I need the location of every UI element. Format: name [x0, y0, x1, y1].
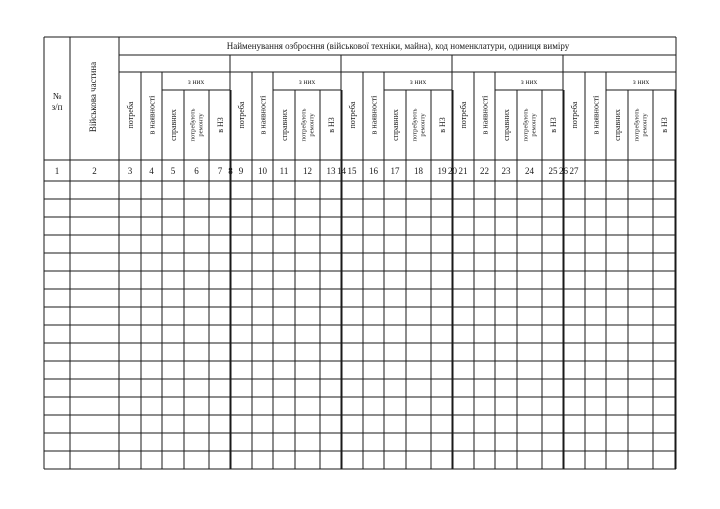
column-number: 1 — [54, 166, 60, 176]
column-number: 6 — [194, 166, 199, 176]
header-repair: ремонту — [641, 113, 649, 137]
header-available: в наявності — [147, 95, 157, 135]
column-military-unit: Військова частина — [88, 61, 98, 133]
column-number: 18 — [414, 166, 423, 176]
header-available: в наявності — [258, 95, 268, 135]
header-available: в наявності — [480, 95, 490, 135]
column-number: 14 — [337, 166, 346, 176]
column-number: 13 — [326, 166, 336, 176]
column-number-label: з/п — [51, 102, 63, 112]
header-repair: потребують — [633, 108, 641, 142]
header-repair: потребують — [522, 108, 530, 142]
header-repair: потребують — [189, 108, 197, 142]
header-repair: ремонту — [308, 113, 316, 137]
sub-header-of-them: з них — [409, 77, 427, 86]
header-repair: потребують — [411, 108, 419, 142]
column-number: 15 — [347, 166, 357, 176]
header-reserve: в НЗ — [660, 117, 669, 133]
header-reserve: в НЗ — [438, 117, 447, 133]
column-number: 5 — [170, 166, 176, 176]
sub-header-of-them: з них — [298, 77, 316, 86]
table-title: Найменування озброєння (військової техніки, майна), код номенклатури, одиниця виміру — [226, 41, 570, 51]
header-need: потреба — [459, 101, 468, 129]
column-number-label: № — [52, 91, 62, 101]
header-reserve: в НЗ — [216, 117, 225, 133]
header-available: в наявності — [591, 95, 601, 135]
header-need: потреба — [237, 101, 246, 129]
column-number: 12 — [303, 166, 312, 176]
column-number: 20 — [448, 166, 457, 176]
column-number: 9 — [238, 166, 244, 176]
header-serviceable: справних — [502, 109, 511, 141]
header-available: в наявності — [369, 95, 379, 135]
column-number: 11 — [279, 166, 289, 176]
column-number: 8 — [228, 166, 233, 176]
column-number-row — [55, 166, 579, 176]
column-number: 2 — [92, 166, 97, 176]
column-number: 26 — [559, 166, 568, 176]
header-need: потреба — [126, 101, 135, 129]
header-reserve: в НЗ — [327, 117, 336, 133]
column-number: 27 — [569, 166, 579, 176]
header-serviceable: справних — [169, 109, 178, 141]
column-number: 21 — [458, 166, 468, 176]
header-need: потреба — [570, 101, 579, 129]
group-column-headers — [126, 77, 669, 142]
header-serviceable: справних — [280, 109, 289, 141]
column-number: 7 — [217, 166, 223, 176]
column-number: 17 — [390, 166, 400, 176]
header-need: потреба — [348, 101, 357, 129]
header-repair: ремонту — [419, 113, 427, 137]
header-repair: ремонту — [530, 113, 538, 137]
sub-header-of-them: з них — [632, 77, 650, 86]
table-grid-lines — [44, 37, 676, 469]
header-repair: ремонту — [197, 113, 205, 137]
header-reserve: в НЗ — [549, 117, 558, 133]
header-repair: потребують — [300, 108, 308, 142]
column-number: 19 — [437, 166, 447, 176]
sub-header-of-them: з них — [187, 77, 205, 86]
column-number: 4 — [149, 166, 154, 176]
column-number: 24 — [525, 166, 534, 176]
column-number: 22 — [480, 166, 489, 176]
column-number: 23 — [501, 166, 511, 176]
header-serviceable: справних — [391, 109, 400, 141]
column-number: 25 — [548, 166, 558, 176]
column-number: 3 — [127, 166, 133, 176]
column-number: 10 — [258, 166, 267, 176]
sub-header-of-them: з них — [520, 77, 538, 86]
column-number: 16 — [369, 166, 378, 176]
header-serviceable: справних — [613, 109, 622, 141]
